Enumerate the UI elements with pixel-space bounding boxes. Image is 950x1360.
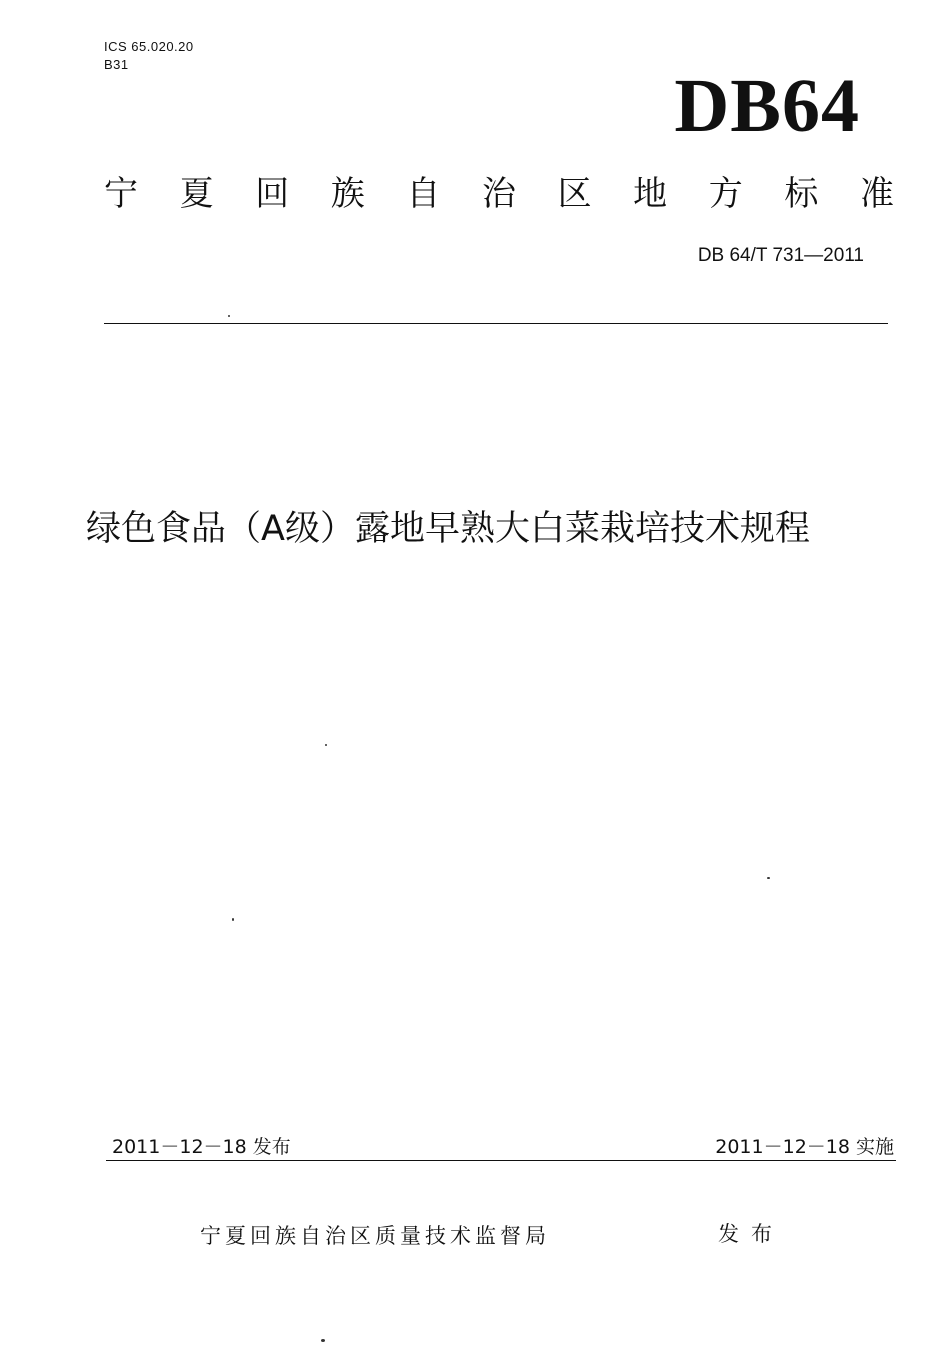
standard-type-char: 回 bbox=[255, 174, 290, 214]
scan-speck bbox=[767, 877, 770, 879]
standard-type-char: 族 bbox=[330, 174, 365, 214]
standard-type-char: 标 bbox=[784, 174, 819, 214]
scan-speck bbox=[325, 744, 327, 746]
publisher-name: 宁夏回族自治区质量技术监督局 bbox=[200, 1224, 550, 1248]
scan-speck bbox=[321, 1339, 325, 1342]
db-mark: DB64 bbox=[674, 64, 860, 148]
ics-code: ICS 65.020.20 bbox=[104, 39, 194, 54]
standard-type-char: 地 bbox=[633, 174, 668, 214]
standard-type-char: 方 bbox=[708, 174, 743, 214]
standard-type-char: 治 bbox=[481, 174, 516, 214]
header-divider bbox=[104, 323, 888, 324]
standard-type-char: 区 bbox=[557, 174, 592, 214]
footer-divider bbox=[106, 1160, 896, 1161]
document-title: 绿色食品（A级）露地早熟大白菜栽培技术规程 bbox=[86, 509, 810, 549]
standard-type-char: 夏 bbox=[179, 174, 214, 214]
category-code: B31 bbox=[104, 57, 129, 72]
standard-type-char: 自 bbox=[406, 174, 441, 214]
classification-codes bbox=[104, 38, 194, 74]
standard-type-char: 准 bbox=[859, 174, 894, 214]
scan-speck bbox=[228, 315, 230, 317]
publish-verb: 发布 bbox=[718, 1222, 784, 1246]
standard-number: DB 64/T 731—2011 bbox=[697, 245, 864, 266]
standard-type-heading bbox=[104, 170, 894, 218]
implementation-date: 2011－12－18 实施 bbox=[715, 1136, 894, 1158]
scan-speck bbox=[232, 918, 234, 921]
issue-date: 2011－12－18 发布 bbox=[112, 1136, 291, 1158]
standard-type-char: 宁 bbox=[104, 174, 138, 214]
